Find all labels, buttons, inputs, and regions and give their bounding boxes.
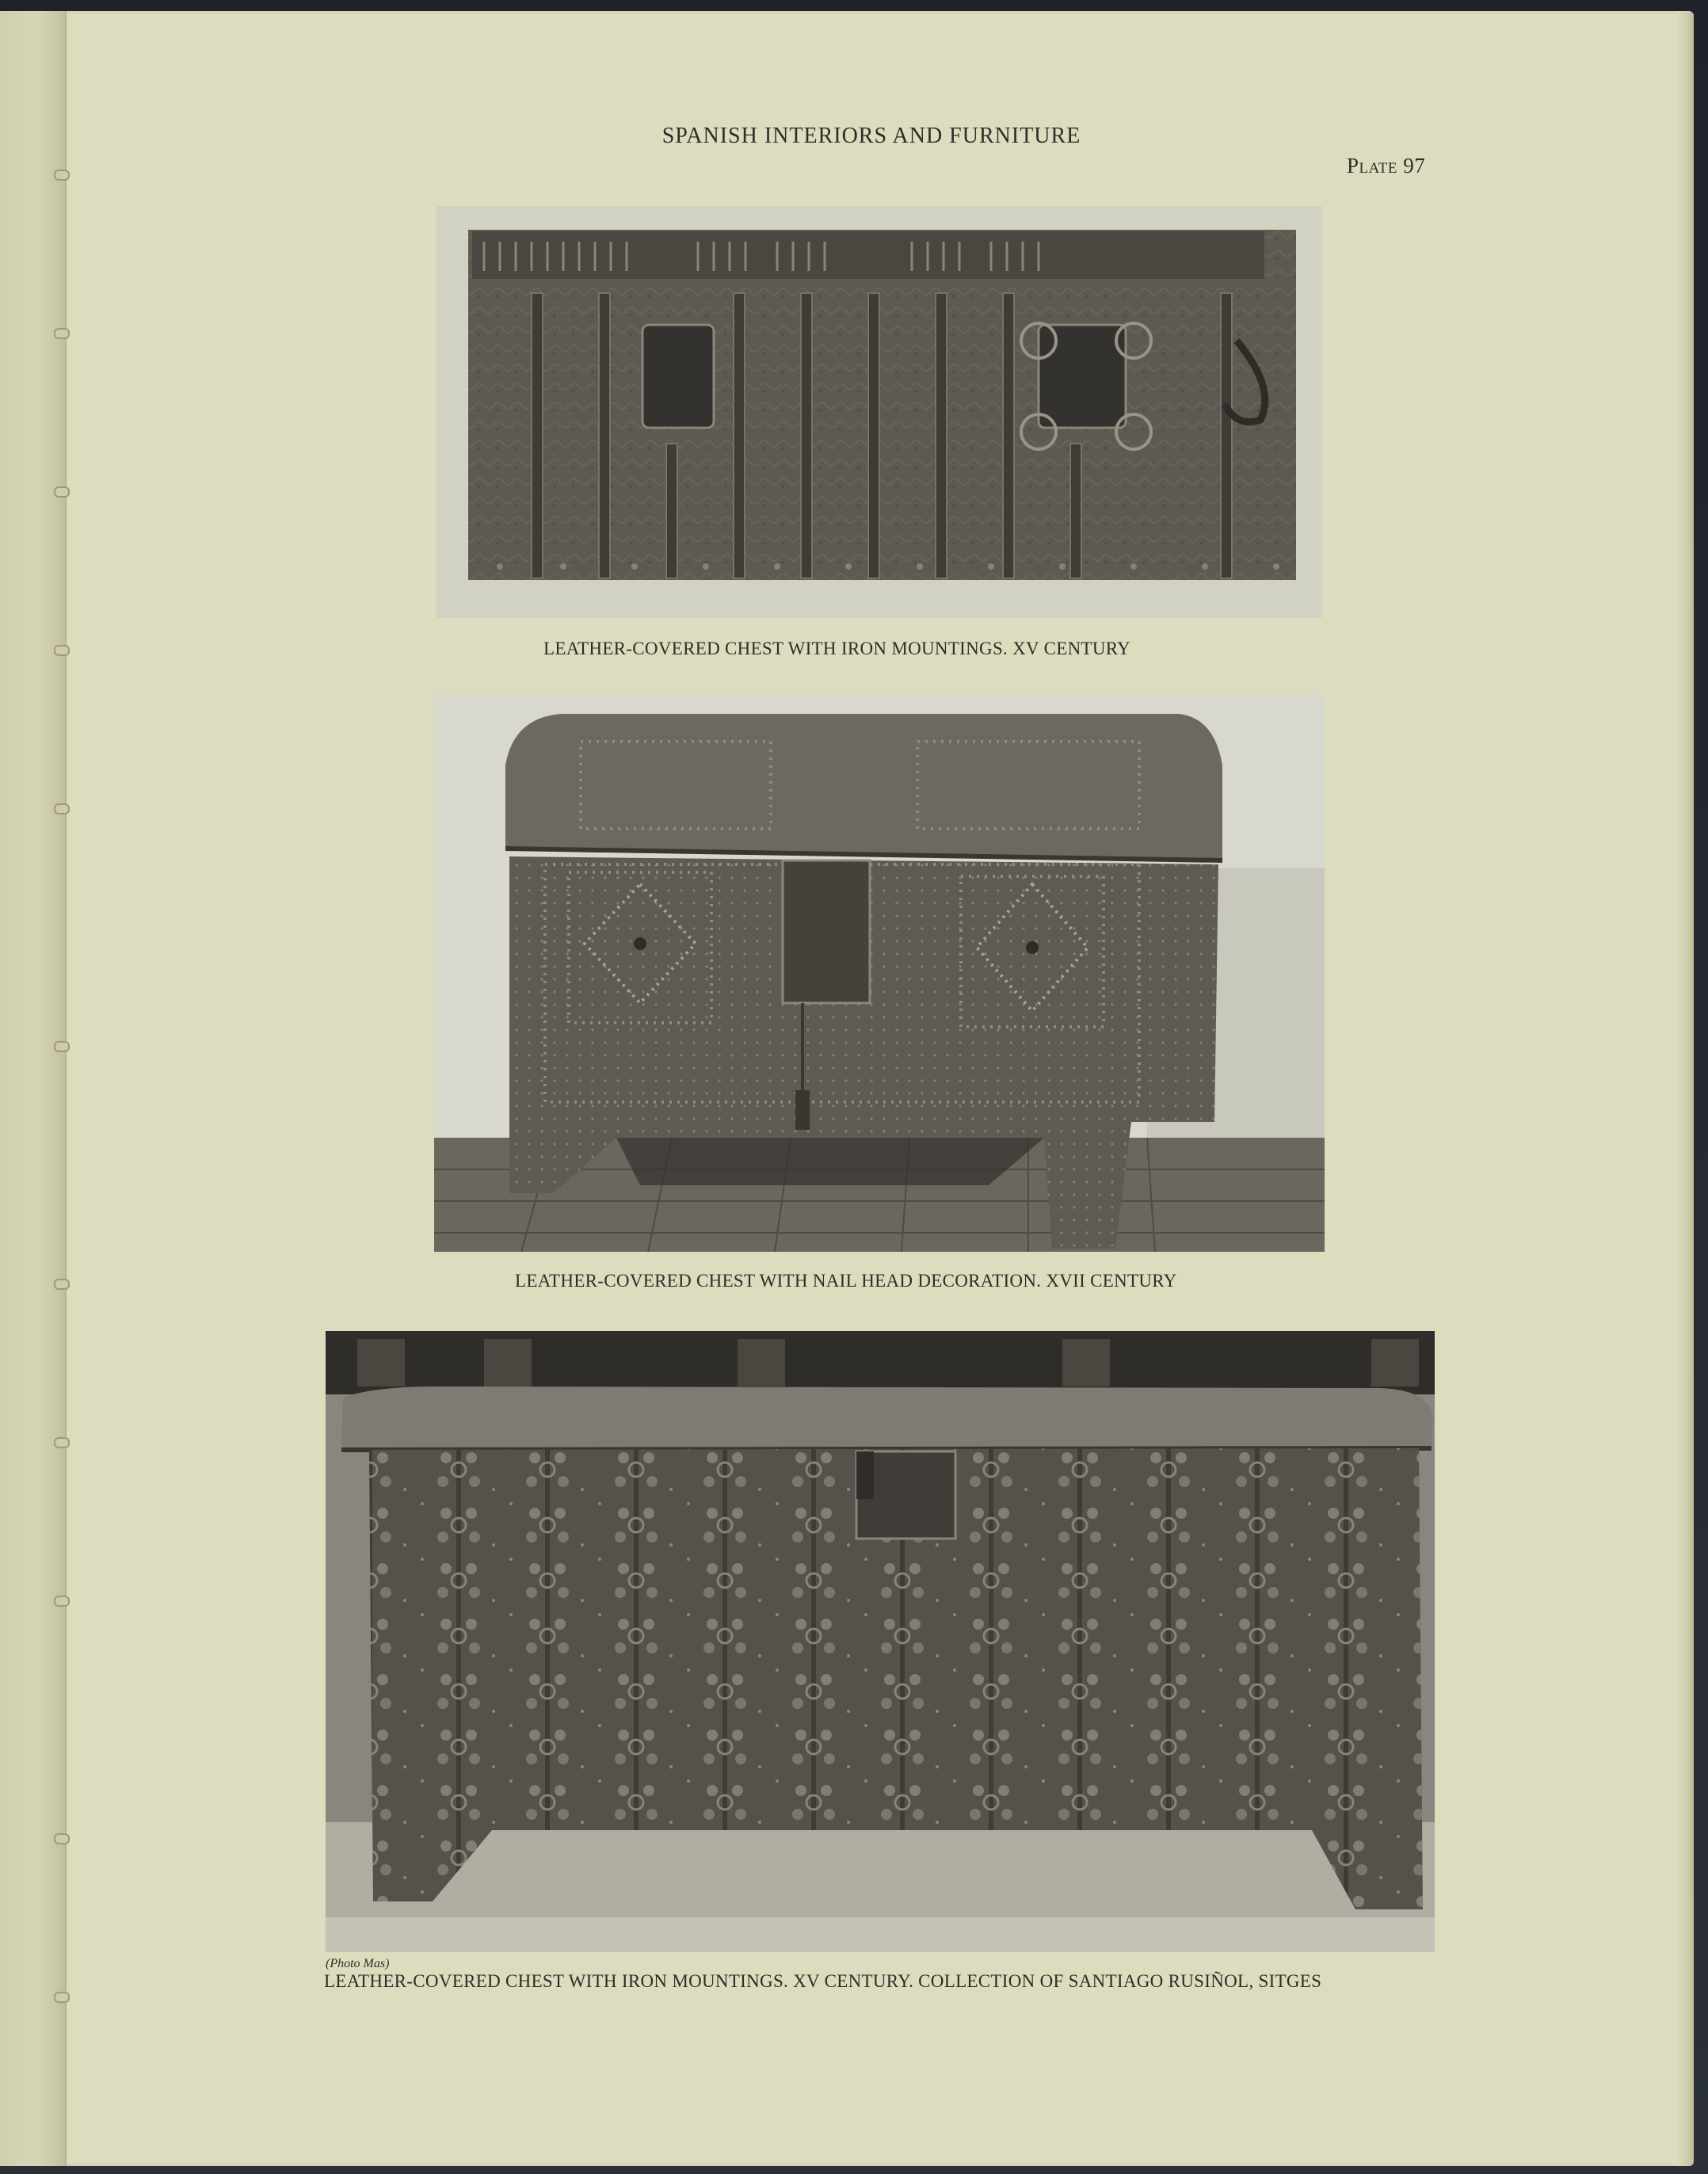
binding-stitch <box>54 803 70 814</box>
binding-stitch <box>54 328 70 339</box>
photo-chest-iron-mountings <box>437 206 1322 618</box>
binding-stitch <box>54 645 70 656</box>
caption-plate-2: LEATHER-COVERED CHEST WITH NAIL HEAD DECORATION. XVII CENTURY <box>515 1271 1177 1291</box>
caption-plate-3: LEATHER-COVERED CHEST WITH IRON MOUNTINGS. XV CENTURY. COLLECTION OF SANTIAGO RUSIÑOL, SITGES <box>324 1971 1322 1991</box>
plate-number: Plate 97 <box>1347 154 1426 177</box>
binding-stitch <box>54 1041 70 1052</box>
binding-stitch <box>54 1992 70 2003</box>
binding-stitch <box>54 1279 70 1290</box>
caption-plate-1: LEATHER-COVERED CHEST WITH IRON MOUNTINGS. XV CENTURY <box>543 639 1131 658</box>
binding-stitch <box>54 1833 70 1844</box>
binding-stitch <box>54 486 70 498</box>
photo-chest-nail-head <box>434 694 1325 1252</box>
binding-stitch <box>54 170 70 181</box>
binding-stitch <box>54 1596 70 1607</box>
page-edge <box>1676 11 1694 2166</box>
running-head: SPANISH INTERIORS AND FURNITURE <box>661 124 1081 148</box>
binding-stitch <box>54 1437 70 1448</box>
photo-credit: (Photo Mas) <box>326 1957 390 1970</box>
photo-chest-rusinol-collection <box>326 1331 1435 1952</box>
